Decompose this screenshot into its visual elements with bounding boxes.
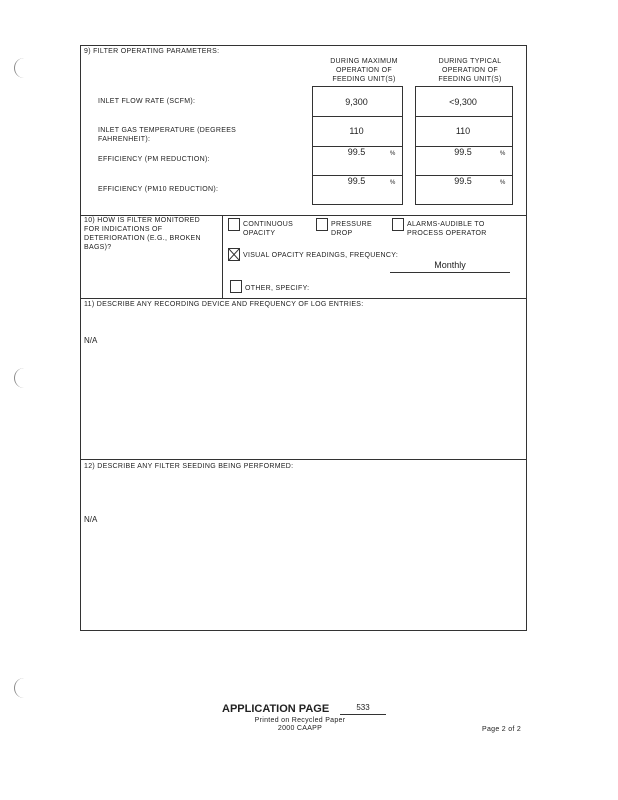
form-code: 2000 CAAPP bbox=[277, 725, 323, 732]
binder-hole-bottom bbox=[14, 678, 25, 698]
frequency-underline bbox=[390, 272, 510, 273]
max-eff-pm10-unit: % bbox=[390, 180, 396, 186]
section-11-title: 11) DESCRIBE ANY RECORDING DEVICE AND FREQUENCY OF LOG ENTRIES: bbox=[84, 301, 364, 308]
max-eff-pm-value: 99.5 bbox=[347, 147, 366, 157]
page-number-underline bbox=[340, 714, 386, 715]
alarms-audible-checkbox[interactable] bbox=[392, 218, 404, 231]
pressure-drop-label: PRESSURE DROP bbox=[331, 221, 372, 237]
row-label-efficiency-pm10: EFFICIENCY (PM10 REDUCTION): bbox=[98, 186, 219, 193]
typ-eff-pm10-unit: % bbox=[500, 180, 506, 186]
section-9-title: 9) FILTER OPERATING PARAMETERS: bbox=[84, 48, 220, 55]
typ-flow-value: <9,300 bbox=[449, 97, 477, 107]
continuous-opacity-checkbox[interactable] bbox=[228, 218, 240, 231]
binder-hole-middle bbox=[14, 368, 25, 388]
pressure-drop-checkbox[interactable] bbox=[316, 218, 328, 231]
application-page-label: APPLICATION PAGE bbox=[222, 703, 330, 715]
other-specify-checkbox[interactable] bbox=[230, 280, 242, 293]
visual-opacity-label: VISUAL OPACITY READINGS, FREQUENCY: bbox=[243, 252, 399, 259]
continuous-opacity-label: CONTINUOUS OPACITY bbox=[243, 221, 294, 237]
section-10-title: 10) HOW IS FILTER MONITORED FOR INDICATIONS OF DETERIORATION (E.G., BROKEN BAGS)? bbox=[84, 217, 201, 251]
frequency-value[interactable]: Monthly bbox=[434, 260, 466, 270]
max-temp-value: 110 bbox=[349, 126, 364, 136]
visual-opacity-checkbox[interactable] bbox=[228, 248, 240, 261]
typ-eff-pm-value: 99.5 bbox=[454, 147, 472, 157]
section-12-title: 12) DESCRIBE ANY FILTER SEEDING BEING PERFORMED: bbox=[84, 463, 294, 470]
row-label-efficiency-pm: EFFICIENCY (PM REDUCTION): bbox=[98, 156, 210, 163]
check-x-icon bbox=[229, 249, 239, 260]
page-count: Page 2 of 2 bbox=[482, 726, 522, 733]
row-label-inlet-flow: INLET FLOW RATE (SCFM): bbox=[98, 98, 196, 105]
typ-eff-pm10-value: 99.5 bbox=[454, 176, 472, 186]
section-12-answer[interactable]: N/A bbox=[84, 515, 98, 524]
max-eff-pm-unit: % bbox=[390, 151, 396, 157]
typ-eff-pm-unit: % bbox=[500, 151, 506, 157]
other-specify-label: OTHER, SPECIFY: bbox=[245, 285, 310, 292]
binder-hole-top bbox=[14, 58, 25, 78]
section-11-answer[interactable]: N/A bbox=[84, 336, 98, 345]
column-header-typical: DURING TYPICAL OPERATION OF FEEDING UNIT(S) bbox=[438, 58, 502, 83]
max-eff-pm10-value: 99.5 bbox=[347, 176, 366, 186]
max-flow-value: 9,300 bbox=[345, 97, 368, 107]
row-label-inlet-temp: INLET GAS TEMPERATURE (DEGREES FAHRENHEIT): bbox=[98, 127, 237, 143]
typ-temp-value: 110 bbox=[455, 126, 471, 136]
alarms-audible-label: ALARMS-AUDIBLE TO PROCESS OPERATOR bbox=[407, 221, 487, 237]
recycled-paper-note: Printed on Recycled Paper bbox=[254, 717, 346, 724]
application-page-number: 533 bbox=[356, 703, 370, 712]
column-header-maximum: DURING MAXIMUM OPERATION OF FEEDING UNIT(S) bbox=[330, 58, 398, 83]
